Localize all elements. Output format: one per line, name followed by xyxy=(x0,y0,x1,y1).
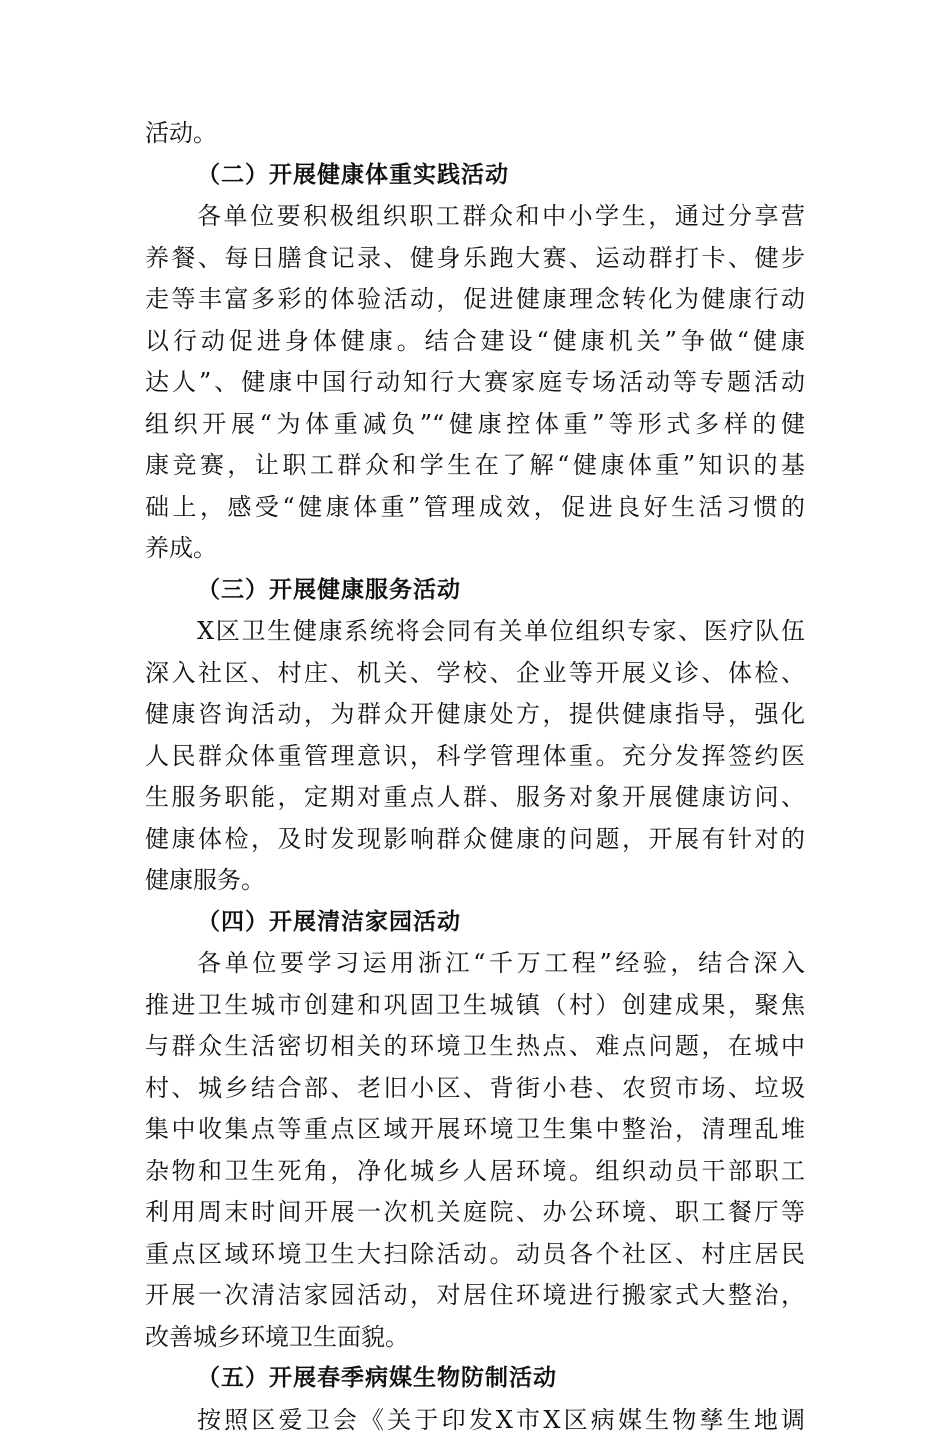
paragraph-line: 各单位要学习运用浙江“千万工程”经验，结合深入 xyxy=(145,943,805,985)
paragraph-line: 础上，感受“健康体重”管理成效，促进良好生活习惯的 xyxy=(145,487,805,529)
paragraph-line: 改善城乡环境卫生面貌。 xyxy=(145,1317,805,1359)
paragraph-line: 集中收集点等重点区域开展环境卫生集中整治，清理乱堆 xyxy=(145,1109,805,1151)
section-heading-2: （二）开展健康体重实践活动 xyxy=(145,155,805,197)
paragraph-line: 养成。 xyxy=(145,528,805,570)
paragraph-line: 以行动促进身体健康。结合建设“健康机关”争做“健康 xyxy=(145,321,805,363)
paragraph-line: 达人”、健康中国行动知行大赛家庭专场活动等专题活动 xyxy=(145,362,805,404)
section-heading-5: （五）开展春季病媒生物防制活动 xyxy=(145,1358,805,1400)
paragraph-line: 健康咨询活动，为群众开健康处方，提供健康指导，强化 xyxy=(145,694,805,736)
paragraph-line: 推进卫生城市创建和巩固卫生城镇（村）创建成果，聚焦 xyxy=(145,985,805,1027)
paragraph-line: 健康体检，及时发现影响群众健康的问题，开展有针对的 xyxy=(145,819,805,861)
paragraph-line: 康竞赛，让职工群众和学生在了解“健康体重”知识的基 xyxy=(145,445,805,487)
paragraph-line: 生服务职能，定期对重点人群、服务对象开展健康访问、 xyxy=(145,777,805,819)
paragraph-line: 人民群众体重管理意识，科学管理体重。充分发挥签约医 xyxy=(145,736,805,778)
paragraph-line: 活动。 xyxy=(145,113,805,155)
paragraph-line: 重点区域环境卫生大扫除活动。动员各个社区、村庄居民 xyxy=(145,1234,805,1276)
paragraph-line: 各单位要积极组织职工群众和中小学生，通过分享营 xyxy=(145,196,805,238)
paragraph-line: 村、城乡结合部、老旧小区、背街小巷、农贸市场、垃圾 xyxy=(145,1068,805,1110)
paragraph-line: 杂物和卫生死角，净化城乡人居环境。组织动员干部职工 xyxy=(145,1151,805,1193)
paragraph-line: 组织开展“为体重减负”“健康控体重”等形式多样的健 xyxy=(145,404,805,446)
paragraph-line: 健康服务。 xyxy=(145,860,805,902)
paragraph-line: 走等丰富多彩的体验活动，促进健康理念转化为健康行动 xyxy=(145,279,805,321)
paragraph-line: 按照区爱卫会《关于印发X市X区病媒生物孳生地调 xyxy=(145,1400,805,1441)
paragraph-line: 深入社区、村庄、机关、学校、企业等开展义诊、体检、 xyxy=(145,653,805,695)
paragraph-line: 与群众生活密切相关的环境卫生热点、难点问题，在城中 xyxy=(145,1026,805,1068)
section-heading-4: （四）开展清洁家园活动 xyxy=(145,902,805,944)
paragraph-line: 养餐、每日膳食记录、健身乐跑大赛、运动群打卡、健步 xyxy=(145,238,805,280)
section-heading-3: （三）开展健康服务活动 xyxy=(145,570,805,612)
paragraph-line: 开展一次清洁家园活动，对居住环境进行搬家式大整治， xyxy=(145,1275,805,1317)
document-body xyxy=(145,113,805,1441)
paragraph-line: 利用周末时间开展一次机关庭院、办公环境、职工餐厅等 xyxy=(145,1192,805,1234)
paragraph-line: X区卫生健康系统将会同有关单位组织专家、医疗队伍 xyxy=(145,611,805,653)
